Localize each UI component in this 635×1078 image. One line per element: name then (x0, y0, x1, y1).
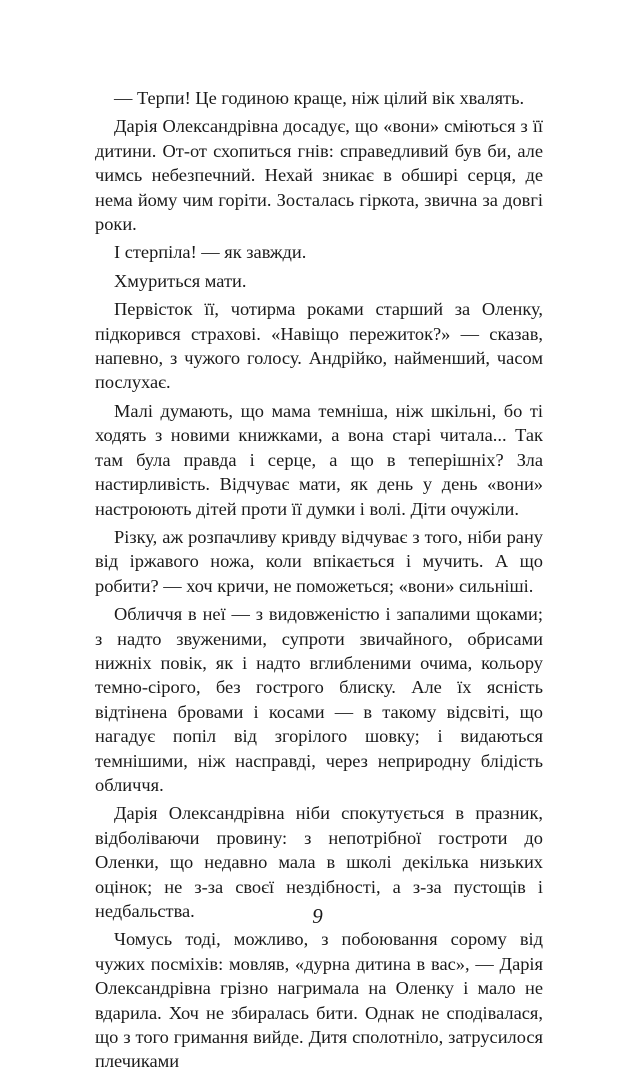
paragraph: Хмуриться мати. (114, 270, 247, 291)
paragraph: Дарія Олександрівна досадує, що «вони» сміються з її дитини. От-от схопиться гнів: справедливий був би, але чимсь небезпечний. Нехай зникає в обширі серця, де нема йому чим горіти. Зосталась гіркота, звична за довгі роки. (95, 116, 543, 235)
paragraph: Чомусь тоді, можливо, з побоювання сорому від чужих посміхів: мовляв, «дурна дитина в вас», — Дарія Олександрівна грізно нагримала на Оленку і мало не вдарила. Хоч не збиралась бити. Однак не сподівалася, що з того гримання вийде. Дитя сполотніло, затрусилося плечиками (95, 929, 543, 1072)
paragraph: Первісток її, чотирма роками старший за Оленку, підкорився страхові. «Навіщо пережиток?» — сказав, напевно, з чужого голосу. Андрійко, найменший, часом послухає. (95, 299, 543, 393)
paragraph: — Терпи! Це годиною краще, ніж цілий вік хвалять. (114, 88, 525, 108)
paragraph: Обличчя в неї — з видовженістю і запалими щоками; з надто звуженими, супроти звичайного, обрисами нижніх повік, як і надто вглибленими очима, кольору темно-сірого, без гострого блиску. Але їх ясність відтінена бровами і косами — в такому відсвіті, що нагадує попіл від згорілого шовку; і видаються темнішими, ніж насправді, через неприродну блідість обличчя. (95, 604, 543, 795)
paragraph: І стерпіла! — як завжди. (114, 242, 307, 263)
page-number: 9 (312, 904, 323, 928)
paragraph: Різку, аж розпачливу кривду відчуває з того, ніби рану від іржавого ножа, коли впікається і мучить. А що робити? — хоч кричи, не поможеться; «вони» сильніші. (95, 526, 543, 596)
book-page-text (95, 86, 543, 1078)
paragraph: Дарія Олександрівна ніби спокутується в празник, відболіваючи провину: з непотрібної гостроти до Оленки, що недавно мала в школі декілька низьких оцінок; не з-за своєї нездібності, а з-за пустощів і недбальства. (95, 803, 543, 921)
paragraph: Малі думають, що мама темніша, ніж шкільні, бо ті ходять з новими книжками, а вона старі читала... Так там була правда і серце, а що в теперішніх? Зла настирливість. Відчуває мати, як день у день «вони» настроюють дітей проти її думки і волі. Діти очужіли. (95, 400, 543, 519)
